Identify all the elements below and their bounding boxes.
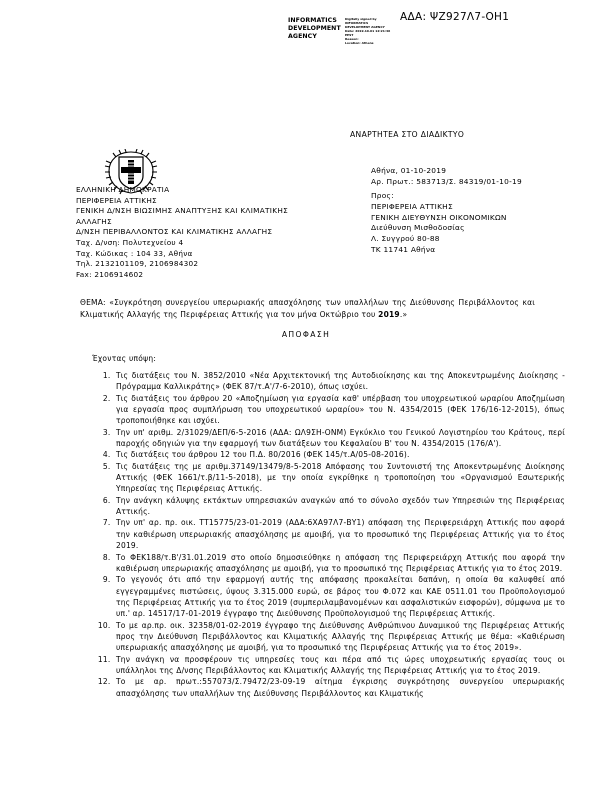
clause-item: 1. Τις διατάξεις του Ν. 3852/2010 «Νέα Αρχιτεκτονική της Αυτοδιοίκησης και της Αποκεντρωμένης Διοίκησης - Πρόγραμμα Καλλικράτης» (ΦΕΚ 87/τ.Α'/7-6-2010), όπως ισχύει. xyxy=(113,370,565,393)
decision-heading: ΑΠΟΦΑΣΗ xyxy=(281,330,331,339)
letterhead-region: ΠΕΡΙΦΕΡΕΙΑ ΑΤΤΙΚΗΣ xyxy=(76,195,157,205)
preamble-text: Έχοντας υπόψη: xyxy=(92,354,157,363)
letterhead-general-directorate-cont: ΑΛΛΑΓΗΣ xyxy=(76,216,112,226)
ada-code: ΑΔΑ: ΨΖ927Λ7-ΟΗ1 xyxy=(400,11,510,23)
clause-item: 9. Το γεγονός ότι από την εφαρμογή αυτής της απόφασης προκαλείται δαπάνη, η οποία θα καλυφθεί από εγγεγραμμένες πιστώσεις, ύψους 3.315.000 ευρώ, σε βάρος του Φ.072 και ΚΑΕ 0511.01 του Προϋπολογισμού της Περιφέρειας Αττικής για το έτος 2019 (συμπεριλαμβανομένων και ασφαλιστικών εισφορών), σύμφωνα με το υπ.' αρ. 14517/17-01-2019 έγγραφο της Διεύθυνσης Προϋπολογισμού της Περιφέρειας Αττικής. xyxy=(113,574,565,619)
letterhead-address: Ταχ. Δ/νση: Πολυτεχνείου 4 xyxy=(76,237,184,247)
recipient-line: ΤΚ 11741 Αθήνα xyxy=(371,244,436,254)
letterhead-postcode: Ταχ. Κώδικας : 104 33, Αθήνα xyxy=(76,248,193,258)
clause-item: 6. Την ανάγκη κάλυψης εκτάκτων υπηρεσιακών αναγκών από το σύνολο σχεδόν των Υπηρεσιών της Περιφέρειας Αττικής. xyxy=(113,495,565,518)
clause-item: 11. Την ανάγκη να προσφέρουν τις υπηρεσίες τους και πέρα από τις ώρες υποχρεωτικής εργασίας τους οι υπάλληλοι της Δ/νσης Περιβάλλοντος και Κλιματικής Αλλαγής της Περιφέρειας Αττικής για το έτος 2019. xyxy=(113,654,565,677)
recipient-line: Λ. Συγγρού 80-88 xyxy=(371,234,440,244)
clause-item: 3. Την υπ' αριθμ. 2/31029/ΔΕΠ/6-5-2016 (ΑΔΑ: ΩΛ9ΣΗ-ΟΝΜ) Εγκύκλιο του Γενικού Λογιστηρίου του Κράτους, περί παροχής οδηγιών για την εφαρμογή των διατάξεων του Κεφαλαίου Β' του Ν. 4354/2015 (176/Α'). xyxy=(113,427,565,450)
letterhead-republic: ΕΛΛΗΝΙΚΗ ΔΗΜΟΚΡΑΤΙΑ xyxy=(76,185,170,194)
clause-item: 8. Το ΦΕΚ188/τ.Β'/31.01.2019 στο οποίο δημοσιεύθηκε η απόφαση της Περιφερειάρχη Αττικής που αφορά την καθιέρωση υπερωριακής απασχόλησης με αμοιβή, για το προσωπικό της Περιφέρειας Αττικής για το έτος 2019. xyxy=(113,552,565,575)
subject-label: ΘΕΜΑ: xyxy=(80,298,106,307)
subject-line xyxy=(80,297,535,320)
recipient-line: ΠΕΡΙΦΕΡΕΙΑ ΑΤΤΙΚΗΣ xyxy=(371,201,453,211)
signature-detail-line: Date: 2019.10.01 12:21:46 xyxy=(345,29,391,33)
recipient-block xyxy=(371,191,601,256)
digital-signature-stamp xyxy=(288,17,400,57)
publication-notice: ΑΝΑΡΤΗΤΕΑ ΣΤΟ ΔΙΑΔΙΚΤΥΟ xyxy=(350,130,465,139)
letterhead xyxy=(76,185,316,280)
clause-item: 2. Τις διατάξεις του άρθρου 20 «Αποζημίωση για εργασία καθ' υπέρβαση του υποχρεωτικού ωραρίου Αποζημίωση για εργασία προς συμπλήρωση του υποχρεωτικού ωραρίου» του Ν. 4354/2015 (ΦΕΚ 176/16-12-2015), όπως τροποποιήθηκε και ισχύει. xyxy=(113,393,565,427)
signature-detail-line: Reason: xyxy=(345,37,359,41)
signature-detail-line: DEVELOPMENT AGENCY xyxy=(345,25,385,29)
clause-item: 5. Τις διατάξεις της με αριθμ.37149/13479/8-5-2018 Απόφασης του Συντονιστή της Αποκεντρωμένης Διοίκησης Αττικής (ΦΕΚ 1661/τ.β/11-5-2018), με την οποία εγκρίθηκε η τροποποίηση του «Οργανισμού Εσωτερικής Υπηρεσίας της Περιφέρειας Αττικής. xyxy=(113,461,565,495)
signature-details xyxy=(345,17,399,45)
clause-list xyxy=(92,370,565,699)
signature-agency-name: INFORMATICS DEVELOPMENT AGENCY xyxy=(288,17,341,40)
subject-year: 2019 xyxy=(378,309,400,319)
recipient-line: Διεύθυνση Μισθοδοσίας xyxy=(371,223,465,233)
recipient-label: Προς: xyxy=(371,191,394,200)
subject-text-part1: «Συγκρότηση συνεργείου υπερωριακής απασχόλησης των υπαλλήλων της Διεύθυνσης Περιβάλλοντος και Κλιματικής Αλλαγής της Περιφέρειας Αττικής για τον μήνα Οκτώβριο του xyxy=(80,298,535,319)
signature-detail-line: Digitally signed by xyxy=(345,17,377,21)
letterhead-directorate: Δ/ΝΣΗ ΠΕΡΙΒΑΛΛΟΝΤΟΣ ΚΑΙ ΚΛΙΜΑΤΙΚΗΣ ΑΛΛΑΓΗΣ xyxy=(76,227,273,237)
protocol-number: Αρ. Πρωτ.: 583713/Σ. 84319/01-10-19 xyxy=(371,177,522,186)
letterhead-fax: Fax: 2106914602 xyxy=(76,269,144,279)
letterhead-phone: Τηλ. 2132101109, 2106984302 xyxy=(76,259,199,269)
recipient-line: ΓΕΝΙΚΗ ΔΙΕΥΘΥΝΣΗ ΟΙΚΟΝΟΜΙΚΩΝ xyxy=(371,212,507,222)
signature-detail-line: INFORMATICS xyxy=(345,21,369,25)
clause-item: 12. Το με αρ. πρωτ.:557073/Σ.79472/23-09-19 αίτημα έγκρισης συγκρότησης συνεργείου υπερωριακής απασχόλησης των υπαλλήλων της Διεύθυνσης Περιβάλλοντος και Κλιματικής xyxy=(113,676,565,699)
signature-detail-line: Location: Athens xyxy=(345,41,374,45)
clause-item: 10. Το με αρ.πρ. οικ. 32358/01-02-2019 έγγραφο της Διεύθυνσης Ανθρώπινου Δυναμικού της Περιφέρειας Αττικής προς την Διεύθυνση Περιβάλλοντος και Κλιματικής Αλλαγής της Περιφέρειας Αττικής με θέμα: «Καθιέρωση υπερωριακής απασχόλησης με αμοιβή, για το προσωπικό της Περιφέρειας Αττικής για το έτος 2019». xyxy=(113,620,565,654)
clause-item: 7. Την υπ' αρ. πρ. οικ. ΤΤ15775/23-01-2019 (ΑΔΑ:6ΧΑ97Λ7-ΒΥ1) απόφαση της Περιφερειάρχη Αττικής που αφορά την καθιέρωση υπερωριακής απασχόλησης με αμοιβή, για το προσωπικό της Περιφέρειας Αττικής για το έτος 2019. xyxy=(113,517,565,551)
letterhead-general-directorate: ΓΕΝΙΚΗ Δ/ΝΣΗ ΒΙΩΣΙΜΗΣ ΑΝΑΠΤΥΞΗΣ ΚΑΙ ΚΛΙΜΑΤΙΚΗΣ xyxy=(76,206,289,216)
correspondence-meta xyxy=(371,165,601,187)
city-date: Αθήνα, 01-10-2019 xyxy=(371,166,447,175)
signature-detail-line: EEST xyxy=(345,33,354,37)
subject-text-part2: .» xyxy=(399,309,408,319)
clause-item: 4. Τις διατάξεις του άρθρου 12 του Π.Δ. 80/2016 (ΦΕΚ 145/τ.Α/05-08-2016). xyxy=(113,449,565,460)
